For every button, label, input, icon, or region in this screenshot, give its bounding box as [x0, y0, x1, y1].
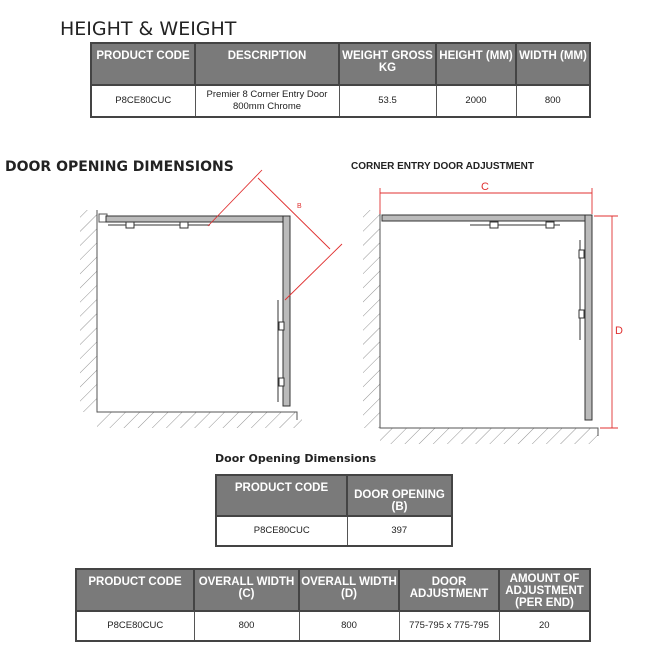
cell: 53.5 — [339, 85, 436, 117]
right-diagram — [363, 181, 623, 444]
door-opening-title: DOOR OPENING DIMENSIONS — [5, 159, 234, 175]
adjustment-title: CORNER ENTRY DOOR ADJUSTMENT — [351, 161, 534, 172]
label-c: C — [481, 181, 489, 193]
col-door-opening: DOOR OPENING (B) — [347, 475, 452, 516]
door-opening-table-title: Door Opening Dimensions — [215, 452, 377, 465]
col-overall-width-c: OVERALL WIDTH (C) — [194, 569, 299, 611]
col-product-code: PRODUCT CODE — [76, 569, 194, 611]
col-height: HEIGHT (MM) — [436, 43, 516, 85]
cell: P8CE80CUC — [91, 85, 195, 117]
cell: 2000 — [436, 85, 516, 117]
col-product-code: PRODUCT CODE — [91, 43, 195, 85]
col-weight: WEIGHT GROSS KG — [339, 43, 436, 85]
cell: Premier 8 Corner Entry Door 800mm Chrome — [195, 85, 339, 117]
cell: P8CE80CUC — [216, 516, 347, 546]
cell: 800 — [194, 611, 299, 641]
label-d: D — [615, 325, 623, 337]
height-weight-title: HEIGHT & WEIGHT — [60, 18, 237, 40]
cell: 775-795 x 775-795 — [399, 611, 499, 641]
cell: 397 — [347, 516, 452, 546]
table-row — [216, 516, 452, 546]
col-width: WIDTH (MM) — [516, 43, 590, 85]
label-b: B — [297, 203, 302, 210]
cell: P8CE80CUC — [76, 611, 194, 641]
col-overall-width-d: OVERALL WIDTH (D) — [299, 569, 399, 611]
col-product-code: PRODUCT CODE — [216, 475, 347, 516]
table-row — [76, 611, 590, 641]
door-opening-table — [215, 474, 453, 547]
col-amount-adjustment: AMOUNT OF ADJUSTMENT (PER END) — [499, 569, 590, 611]
left-diagram — [80, 170, 342, 428]
cell: 800 — [516, 85, 590, 117]
col-door-adjustment: DOOR ADJUSTMENT — [399, 569, 499, 611]
adjustment-table — [75, 568, 591, 642]
col-description: DESCRIPTION — [195, 43, 339, 85]
cell: 20 — [499, 611, 590, 641]
cell: 800 — [299, 611, 399, 641]
